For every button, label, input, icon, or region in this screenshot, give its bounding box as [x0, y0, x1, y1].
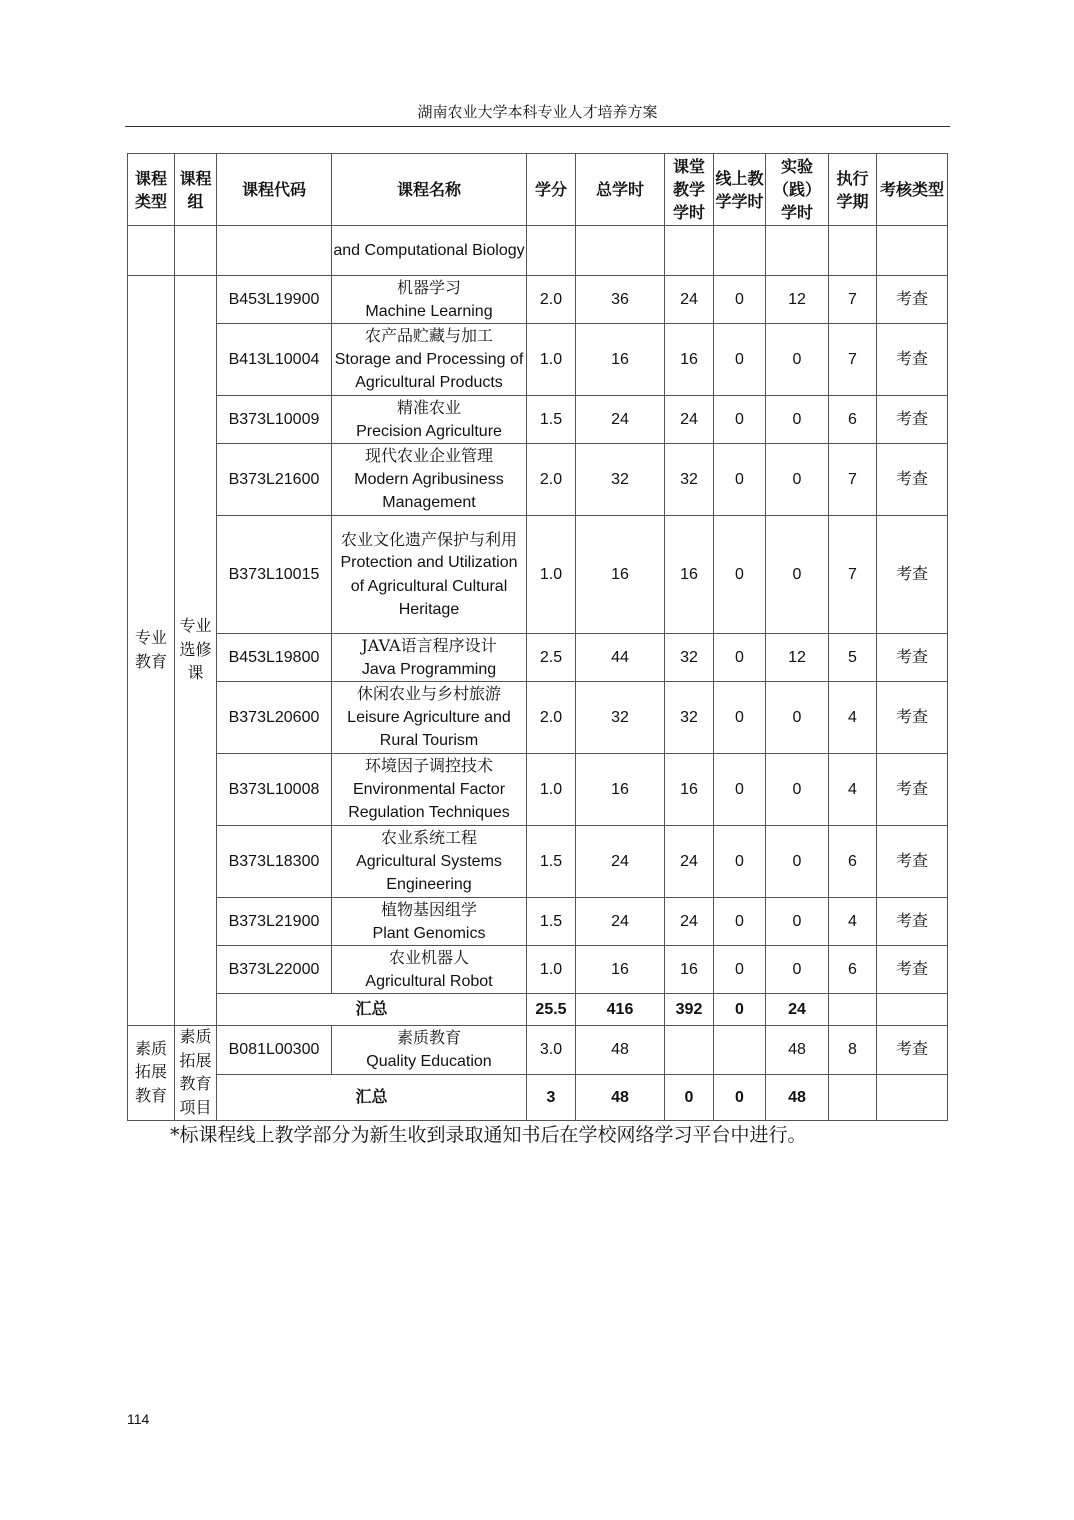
semester-cell: 6	[829, 396, 877, 444]
classroom-hours-cell: 16	[665, 946, 714, 994]
online-hours-cell: 0	[714, 754, 766, 826]
table-row	[128, 276, 948, 324]
table-row	[128, 946, 948, 994]
empty-cell	[829, 994, 877, 1026]
total-hours-cell: 16	[576, 324, 665, 396]
semester-cell: 8	[829, 1026, 877, 1075]
lab-hours-cell: 0	[766, 898, 829, 946]
course-name-en: Plant Genomics	[372, 924, 486, 942]
table-row	[128, 826, 948, 898]
column-header: 执行学期	[829, 154, 877, 226]
exam-type-cell: 考查	[877, 396, 948, 444]
table-row	[128, 634, 948, 682]
course-name-en: Precision Agriculture	[356, 422, 502, 440]
classroom-hours-cell: 32	[665, 682, 714, 754]
classroom-hours-cell: 32	[665, 444, 714, 516]
column-header: 课程代码	[217, 154, 332, 226]
semester-cell: 6	[829, 826, 877, 898]
credit-cell: 2.5	[527, 634, 576, 682]
course-type-cell: 素质拓展教育	[128, 1026, 175, 1121]
table-row	[128, 1026, 948, 1075]
exam-type-cell: 考查	[877, 682, 948, 754]
lab-hours-cell: 0	[766, 682, 829, 754]
course-name-en: Protection and Utilization of Agricultural Cultural Heritage	[340, 554, 518, 618]
semester-cell: 7	[829, 444, 877, 516]
classroom-hours-cell: 16	[665, 754, 714, 826]
online-hours-cell: 0	[714, 396, 766, 444]
classroom-hours-cell: 24	[665, 396, 714, 444]
empty-cell	[877, 994, 948, 1026]
course-code-cell: B373L18300	[217, 826, 332, 898]
credit-cell: 1.5	[527, 826, 576, 898]
classroom-hours-cell: 32	[665, 634, 714, 682]
course-name-en: Modern Agribusiness Management	[354, 470, 504, 512]
summary-online-hours: 0	[714, 994, 766, 1026]
online-hours-cell: 0	[714, 682, 766, 754]
summary-credit: 3	[527, 1074, 576, 1121]
exam-type-cell: 考查	[877, 634, 948, 682]
credit-cell: 1.5	[527, 898, 576, 946]
course-type-cell: 专业教育	[128, 276, 175, 1026]
classroom-hours-cell: 24	[665, 826, 714, 898]
course-name-zh: 精准农业	[396, 398, 461, 417]
summary-row	[128, 1074, 948, 1121]
course-name-zh: 环境因子调控技术	[364, 756, 493, 776]
summary-credit: 25.5	[527, 994, 576, 1026]
table-row	[128, 898, 948, 946]
course-name-en: Machine Learning	[365, 302, 493, 320]
credit-cell: 2.0	[527, 444, 576, 516]
credit-cell: 2.0	[527, 276, 576, 324]
summary-online-hours: 0	[714, 1074, 766, 1121]
column-header: 课堂教学学时	[665, 154, 714, 226]
course-name-cell	[332, 324, 527, 396]
course-name-en: Agricultural Systems Engineering	[356, 852, 502, 894]
course-name-en: Java Programming	[361, 660, 497, 678]
course-name-zh: 农产品贮藏与加工	[364, 326, 493, 346]
total-hours-cell: 24	[576, 898, 665, 946]
lab-hours-cell: 0	[766, 444, 829, 516]
course-code-cell: B373L21600	[217, 444, 332, 516]
course-name-en: Environmental Factor Regulation Techniques	[348, 780, 510, 822]
exam-type-cell: 考查	[877, 324, 948, 396]
summary-classroom-hours: 0	[665, 1074, 714, 1121]
total-hours-cell: 36	[576, 276, 665, 324]
course-name-en: Leisure Agriculture and Rural Tourism	[347, 708, 511, 750]
column-header: 课程类型	[128, 154, 175, 226]
course-name-cell: and Computational Biology	[332, 226, 527, 276]
course-code-cell: B373L21900	[217, 898, 332, 946]
online-hours-cell: 0	[714, 898, 766, 946]
lab-hours-cell: 0	[766, 826, 829, 898]
semester-cell: 4	[829, 754, 877, 826]
course-name-cell	[332, 444, 527, 516]
course-group-cell: 专业选修课	[175, 276, 217, 1026]
lab-hours-cell: 0	[766, 396, 829, 444]
table-row	[128, 754, 948, 826]
summary-label: 汇总	[217, 994, 527, 1026]
table-row	[128, 444, 948, 516]
exam-type-cell: 考查	[877, 276, 948, 324]
credit-cell: 1.0	[527, 516, 576, 634]
course-name-cell	[332, 826, 527, 898]
online-hours-cell: 0	[714, 444, 766, 516]
total-hours-cell: 32	[576, 444, 665, 516]
total-hours-cell: 24	[576, 396, 665, 444]
online-hours-cell: 0	[714, 516, 766, 634]
summary-lab-hours: 48	[766, 1074, 829, 1121]
empty-cell	[877, 1074, 948, 1121]
column-header: 学分	[527, 154, 576, 226]
course-code-cell: B373L22000	[217, 946, 332, 994]
semester-cell: 7	[829, 516, 877, 634]
empty-cell	[829, 1074, 877, 1121]
lab-hours-cell: 12	[766, 634, 829, 682]
course-name-en: Agricultural Robot	[365, 972, 493, 990]
summary-row	[128, 994, 948, 1026]
course-name-zh: JAVA语言程序设计	[361, 636, 497, 655]
semester-cell: 5	[829, 634, 877, 682]
course-code-cell: B413L10004	[217, 324, 332, 396]
course-name-en: Storage and Processing of Agricultural Products	[334, 350, 524, 392]
total-hours-cell: 16	[576, 516, 665, 634]
column-header: 总学时	[576, 154, 665, 226]
total-hours-cell: 48	[576, 1026, 665, 1075]
summary-classroom-hours: 392	[665, 994, 714, 1026]
course-code-cell: B373L10009	[217, 396, 332, 444]
column-header: 线上教学学时	[714, 154, 766, 226]
course-name-zh: 农业系统工程	[380, 828, 477, 848]
exam-type-cell: 考查	[877, 754, 948, 826]
total-hours-cell: 24	[576, 826, 665, 898]
semester-cell: 7	[829, 276, 877, 324]
table-row	[128, 396, 948, 444]
course-code-cell: B373L20600	[217, 682, 332, 754]
course-name-cell	[332, 946, 527, 994]
course-name-cell	[332, 898, 527, 946]
course-code-cell: B373L10008	[217, 754, 332, 826]
column-header: 课程组	[175, 154, 217, 226]
column-header: 考核类型	[877, 154, 948, 226]
page-number: 114	[127, 1411, 150, 1427]
column-header: 实验（践）学时	[766, 154, 829, 226]
semester-cell: 4	[829, 682, 877, 754]
exam-type-cell: 考查	[877, 898, 948, 946]
footnote: *标课程线上教学部分为新生收到录取通知书后在学校网络学习平台中进行。	[170, 1124, 807, 1146]
table-row	[128, 226, 948, 276]
course-name-en: Quality Education	[366, 1052, 492, 1070]
credit-cell: 1.0	[527, 754, 576, 826]
course-name-cell	[332, 634, 527, 682]
course-name-zh: 农业文化遗产保护与利用	[340, 529, 517, 549]
summary-lab-hours: 24	[766, 994, 829, 1026]
credit-cell: 2.0	[527, 682, 576, 754]
credit-cell: 1.0	[527, 324, 576, 396]
classroom-hours-cell: 16	[665, 516, 714, 634]
lab-hours-cell: 0	[766, 946, 829, 994]
course-name-cell	[332, 276, 527, 324]
lab-hours-cell: 48	[766, 1026, 829, 1075]
table-row	[128, 516, 948, 634]
semester-cell: 6	[829, 946, 877, 994]
table-row	[128, 682, 948, 754]
online-hours-cell: 0	[714, 826, 766, 898]
online-hours-cell: 0	[714, 634, 766, 682]
exam-type-cell: 考查	[877, 946, 948, 994]
exam-type-cell: 考查	[877, 1026, 948, 1075]
total-hours-cell: 16	[576, 946, 665, 994]
course-name-zh: 植物基因组学	[380, 900, 477, 919]
course-name-cell	[332, 396, 527, 444]
summary-label: 汇总	[217, 1074, 527, 1121]
course-name-zh: 素质教育	[396, 1028, 461, 1048]
online-hours-cell: 0	[714, 324, 766, 396]
online-hours-cell: 0	[714, 946, 766, 994]
course-group-cell: 素质拓展教育项目	[175, 1026, 217, 1121]
summary-total-hours: 48	[576, 1074, 665, 1121]
course-name-cell	[332, 1026, 527, 1075]
course-code-cell: B453L19900	[217, 276, 332, 324]
column-header: 课程名称	[332, 154, 527, 226]
online-hours-cell: 0	[714, 276, 766, 324]
course-name-zh: 农业机器人	[388, 948, 469, 967]
total-hours-cell: 44	[576, 634, 665, 682]
course-name-cell	[332, 754, 527, 826]
online-hours-cell	[714, 1026, 766, 1075]
course-name-cell	[332, 516, 527, 634]
exam-type-cell: 考查	[877, 826, 948, 898]
course-code-cell: B081L00300	[217, 1026, 332, 1075]
classroom-hours-cell: 24	[665, 276, 714, 324]
total-hours-cell: 32	[576, 682, 665, 754]
semester-cell: 4	[829, 898, 877, 946]
course-table	[127, 153, 948, 1121]
course-name-zh: 现代农业企业管理	[364, 446, 493, 466]
lab-hours-cell: 0	[766, 754, 829, 826]
course-name-zh: 休闲农业与乡村旅游	[356, 684, 501, 704]
course-name-zh: 机器学习	[396, 278, 461, 297]
lab-hours-cell: 12	[766, 276, 829, 324]
course-code-cell: B373L10015	[217, 516, 332, 634]
course-name-cell	[332, 682, 527, 754]
lab-hours-cell: 0	[766, 324, 829, 396]
classroom-hours-cell: 16	[665, 324, 714, 396]
classroom-hours-cell: 24	[665, 898, 714, 946]
table-header-row	[128, 154, 948, 226]
credit-cell: 1.5	[527, 396, 576, 444]
total-hours-cell: 16	[576, 754, 665, 826]
exam-type-cell: 考查	[877, 444, 948, 516]
semester-cell: 7	[829, 324, 877, 396]
exam-type-cell: 考查	[877, 516, 948, 634]
credit-cell: 1.0	[527, 946, 576, 994]
credit-cell: 3.0	[527, 1026, 576, 1075]
running-header: 湖南农业大学本科专业人才培养方案	[125, 100, 950, 127]
table-row	[128, 324, 948, 396]
course-code-cell: B453L19800	[217, 634, 332, 682]
lab-hours-cell: 0	[766, 516, 829, 634]
summary-total-hours: 416	[576, 994, 665, 1026]
classroom-hours-cell	[665, 1026, 714, 1075]
